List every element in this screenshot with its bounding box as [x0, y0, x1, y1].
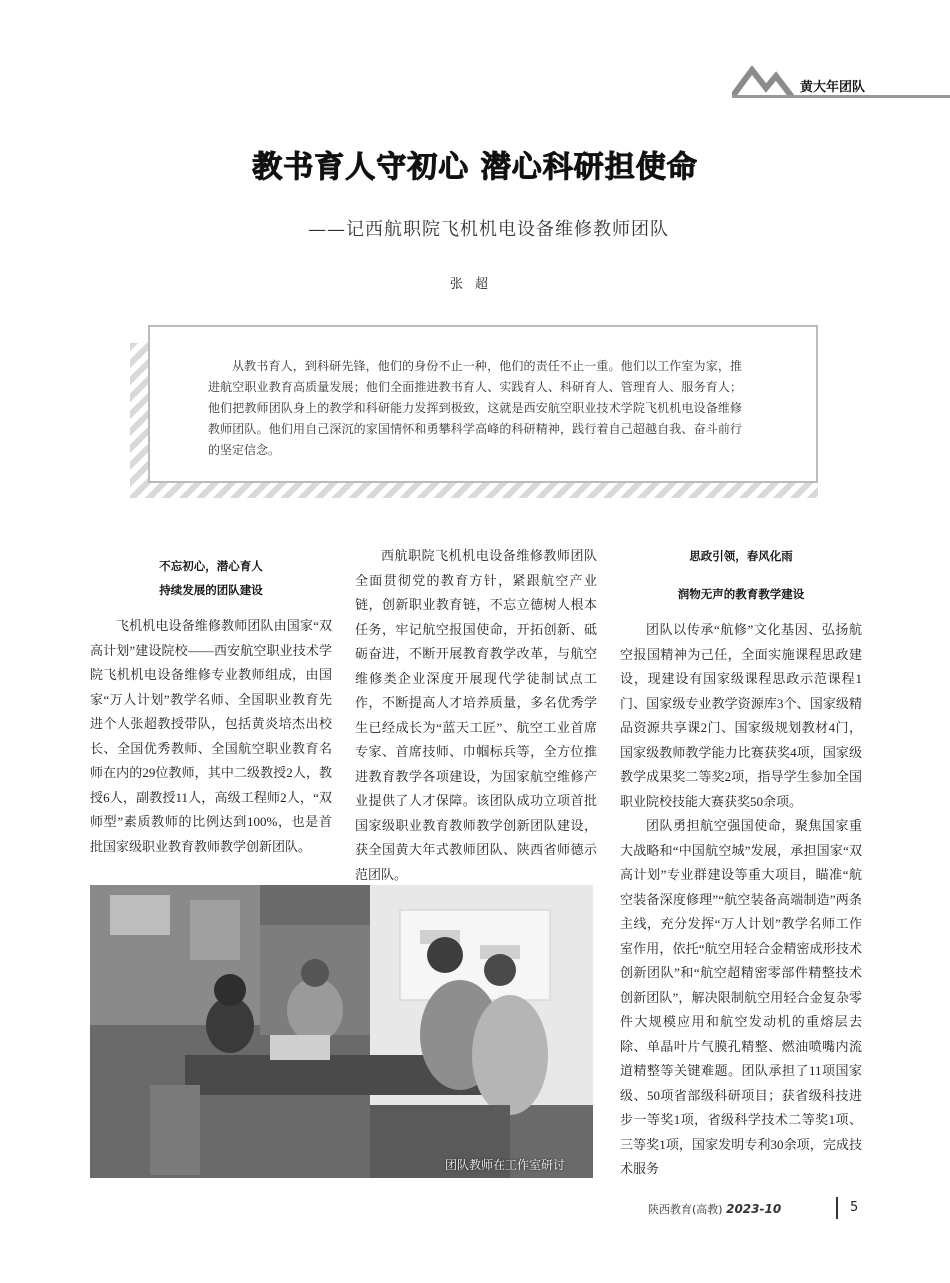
abstract-text [208, 356, 742, 461]
header-rule [732, 95, 950, 98]
article-subtitle: ——记西航职院飞机机电设备维修教师团队 [308, 219, 669, 240]
col1-heading-line1: 不忘初心，潜心育人 [159, 559, 263, 573]
col3-heading-line2: 润物无声的教育教学建设 [677, 587, 805, 601]
col1-paragraph: 飞机机电设备维修教师团队由国家“双高计划”建设院校——西安航空职业技术学院飞机机电设备维修专业教师组成，由国家“万人计划”教学名师、全国职业教育先进个人张超教授带队，包括黄炎培杰出校长、全国优秀教师、全国航空职业教育名师在内的29位教师，其中二级教授2人，教授6人，副教授11人，高级工程师2人，“双师型”素质教师的比例达到100%，也是首批国家级职业教育教师教学创新团队。 [90, 618, 332, 854]
col1-body [90, 614, 332, 859]
column-1 [90, 558, 332, 859]
journal-name: 陕西教育(高教) [648, 1203, 723, 1216]
col3-paragraph-1: 团队以传承“航修”文化基因、弘扬航空报国精神为己任，全面实施课程思政建设，现建设有国家级课程思政示范课程1门、国家级专业教学资源库3个、国家级精品资源共享课2门、国家级规划教材4门，国家级教师教学能力比赛获奖4项，国家级教学成果奖二等奖2项，指导学生参加全国职业院校技能大赛获奖50余项。 [620, 622, 862, 809]
article-author: 张超 [449, 277, 500, 292]
column-2 [355, 544, 597, 887]
footer-divider [836, 1197, 838, 1219]
footer-journal [648, 1201, 781, 1217]
col1-heading-line2: 持续发展的团队建设 [159, 583, 263, 597]
col3-heading-line1: 思政引领，春风化雨 [689, 549, 793, 563]
team-photo [90, 885, 593, 1178]
article-title-text: 教书育人守初心 潜心科研担使命 [252, 150, 698, 185]
issue-number: 2023-10 [726, 1202, 782, 1216]
abstract-paragraph: 从教书育人，到科研先锋，他们的身份不止一种，他们的责任不止一重。他们以工作室为家，推进航空职业教育高质量发展；他们全面推进教书育人、实践育人、科研育人、管理育人、服务育人；他们把教师团队身上的教学和科研能力发挥到极致，这就是西安航空职业技术学院飞机机电设备维修教师团队。他们用自己深沉的家国情怀和勇攀科学高峰的科研精神，践行着自己超越自我、奋斗前行的坚定信念。 [208, 359, 742, 457]
col3-body [620, 618, 862, 1182]
photo-caption: 团队教师在工作室研讨 [445, 1158, 566, 1172]
page-number: 5 [850, 1200, 859, 1215]
article-title [0, 142, 950, 186]
column-3 [620, 548, 862, 1182]
team-photo-illustration [90, 885, 593, 1178]
col3-paragraph-2: 团队勇担航空强国使命，聚焦国家重大战略和“中国航空城”发展，承担国家“双高计划”专业群建设等重大项目，瞄准“航空装备深度修理”“航空装备高端制造”两条主线，充分发挥“万人计划”教学名师工作室作用，依托“航空用轻合金精密成形技术创新团队”和“航空超精密零部件精整技术创新团队”，解决限制航空用轻合金复杂零件大规模应用和航空发动机的重熔层去除、单晶叶片气膜孔精整、燃油喷嘴内流道精整等关键难题。团队承担了11项国家级、50项省部级科研项目；获省级科技进步一等奖1项，省级科学技术二等奖1项、三等奖1项，国家发明专利30余项，完成技术服务 [620, 818, 862, 1176]
section-label: 黄大年团队 [800, 80, 866, 95]
col2-paragraph: 西航职院飞机机电设备维修教师团队全面贯彻党的教育方针，紧跟航空产业链，创新职业教育链，不忘立德树人根本任务，牢记航空报国使命，开拓创新、砥砺奋进，不断开展教育教学改革，与航空维修类企业深度开展现代学徒制试点工作，不断提高人才培养质量，多名优秀学生已经成长为“蓝天工匠”、航空工业首席专家、首席技师、巾帼标兵等，全方位推进教育教学各项建设，为国家航空维修产业提供了人才保障。该团队成功立项首批国家级职业教育教师教学创新团队建设，获全国黄大年式教师团队、陕西省师德示范团队。 [355, 548, 597, 882]
